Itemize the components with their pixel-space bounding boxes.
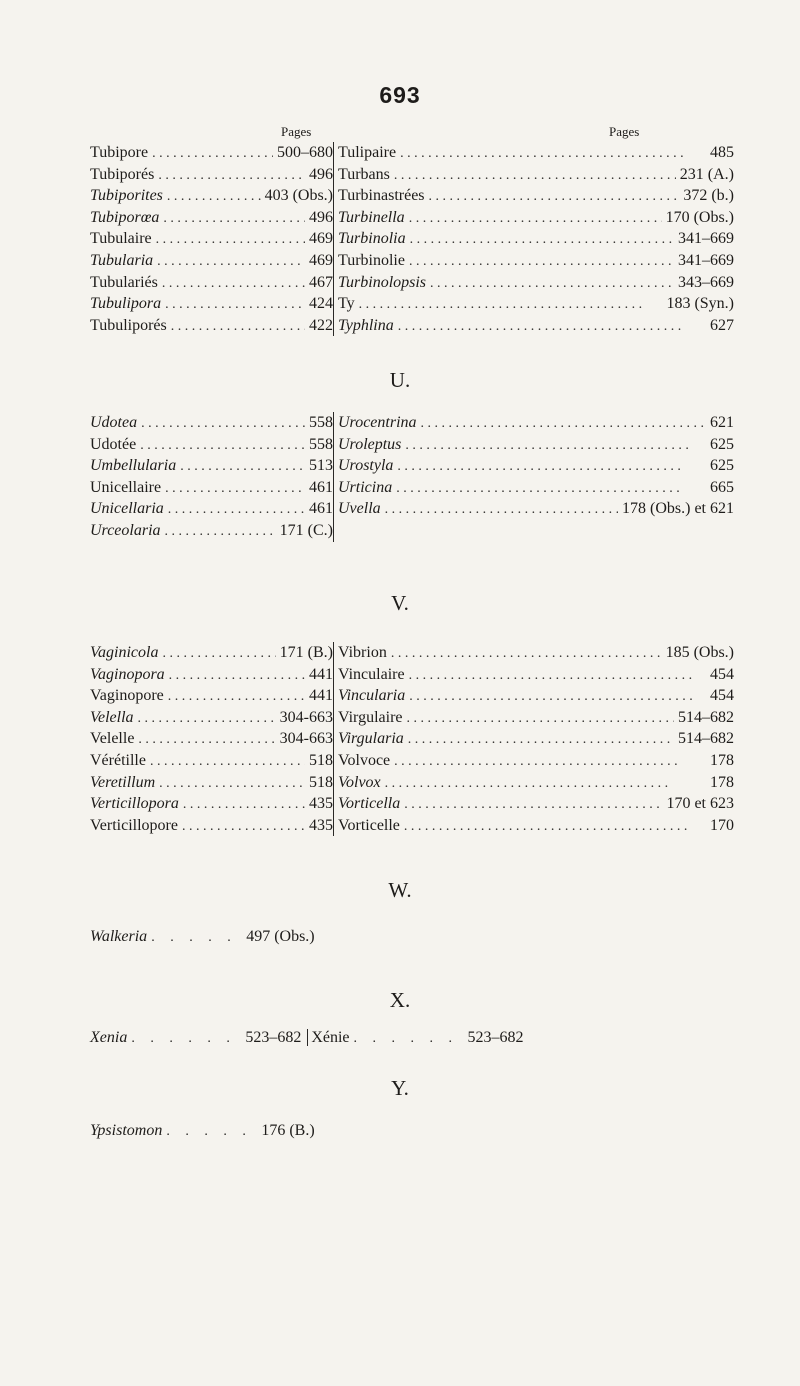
leader-dots (157, 251, 305, 272)
entry-name: Turbinolia (338, 230, 406, 248)
entry-ref: 424 (309, 295, 333, 313)
entry-ref: 171 (C.) (279, 521, 333, 539)
entry-name: Turbinastrées (338, 187, 425, 205)
section-letter-y: Y. (391, 1076, 409, 1100)
entry-name: Xenia (90, 1029, 128, 1046)
entry-ref: 304-663 (279, 730, 333, 748)
index-entry-ypsistomon: Ypsistomon . . . . . 176 (B.) (90, 1122, 315, 1139)
index-cell-right (338, 142, 734, 164)
index-row (90, 315, 734, 337)
leader-dots (140, 435, 305, 456)
entry-ref: 231 (A.) (679, 165, 734, 183)
index-entry (90, 793, 333, 815)
index-entry (338, 250, 734, 272)
index-entry (90, 750, 333, 772)
index-cell-right (338, 207, 734, 229)
index-row (90, 728, 734, 750)
entry-ref: 435 (309, 795, 333, 813)
index-cell-right (338, 815, 734, 837)
entry-ref: 514–682 (678, 708, 734, 726)
index-row (90, 477, 734, 499)
index-row (90, 412, 734, 434)
index-cell-left (90, 477, 333, 499)
entry-ref: 523–682 (245, 1029, 302, 1046)
index-row (90, 293, 734, 315)
leader-dots (138, 708, 276, 729)
index-cell-left (90, 228, 333, 250)
entry-name: Volvoce (338, 751, 391, 769)
index-entry (90, 477, 333, 499)
entry-name: Uvella (338, 500, 381, 518)
index-row (90, 707, 734, 729)
index-entry (338, 164, 734, 186)
index-entry (90, 185, 333, 207)
entry-ref: 461 (309, 478, 333, 496)
entry-ref: 441 (309, 687, 333, 705)
leader-dots (168, 686, 305, 707)
entry-name: Turbinolopsis (338, 273, 427, 291)
leader-dots (409, 208, 662, 229)
index-entry (338, 772, 734, 794)
index-entry (90, 250, 333, 272)
entry-ref-right: 523–682 (467, 1029, 524, 1046)
entry-ref: 518 (309, 751, 333, 769)
index-cell-right (338, 412, 734, 434)
entry-name: Tubularia (90, 251, 154, 269)
index-row (90, 142, 734, 164)
entry-name: Vorticelle (338, 816, 400, 834)
leader-dots (404, 816, 706, 837)
index-cell-right (338, 772, 734, 794)
column-divider (333, 412, 334, 542)
index-cell-right (338, 728, 734, 750)
leader-dots (396, 478, 706, 499)
index-row (90, 815, 734, 837)
entry-name: Urostyla (338, 457, 394, 475)
entry-ref: 170 (Obs.) (665, 208, 734, 226)
leader-dots (183, 794, 305, 815)
index-row (90, 228, 734, 250)
entry-ref: 441 (309, 665, 333, 683)
entry-name: Verticillopore (90, 816, 178, 834)
entry-ref: 485 (710, 144, 734, 161)
index-entry (338, 293, 734, 315)
index-cell-left (90, 772, 333, 794)
index-cell-right (338, 164, 734, 186)
index-entry (338, 793, 734, 815)
index-cell-right (338, 272, 734, 294)
entry-ref: 627 (710, 316, 734, 334)
index-cell-left (90, 293, 333, 315)
leader-dots (138, 729, 275, 750)
entry-ref: 621 (710, 414, 734, 431)
index-table-v (90, 642, 734, 836)
entry-ref: 178 (Obs.) et 621 (622, 500, 734, 518)
entry-ref: 341–669 (678, 251, 734, 269)
index-cell-left (90, 642, 333, 664)
index-entry (90, 412, 333, 434)
entry-ref: 170 (710, 816, 734, 834)
leader-dots (159, 773, 305, 794)
entry-ref: 185 (Obs.) (665, 644, 734, 661)
index-cell-right (338, 642, 734, 664)
section-letter-v: V. (391, 591, 409, 615)
index-cell-right (338, 250, 734, 272)
index-row (90, 793, 734, 815)
index-cell-left (90, 250, 333, 272)
index-entry-xenia: Xenia . . . . . . 523–682 Xénie . . . . . . 523–682 (90, 1029, 524, 1046)
index-entry (338, 750, 734, 772)
index-entry (338, 815, 734, 837)
leader-dots (168, 499, 305, 520)
index-table-u (90, 412, 734, 542)
index-entry (90, 434, 333, 456)
index-entry (338, 228, 734, 250)
entry-name: Tubuliporés (90, 316, 167, 334)
index-cell-left (90, 207, 333, 229)
index-entry (90, 664, 333, 686)
leader-dots (156, 229, 305, 250)
column-divider (333, 142, 334, 336)
index-cell-left (90, 728, 333, 750)
index-cell-left (90, 315, 333, 337)
index-entry (90, 315, 333, 337)
leader-dots (385, 773, 706, 794)
entry-ref: 496 (309, 165, 333, 183)
leader-dots (404, 794, 662, 815)
leader-dots (394, 751, 706, 772)
leader-dots (409, 686, 706, 707)
section-letter-w: W. (388, 878, 412, 902)
entry-name: Virgularia (338, 730, 404, 748)
index-row (90, 750, 734, 772)
entry-name: Unicellaire (90, 478, 162, 496)
section-letter-x: X. (389, 988, 411, 1012)
entry-name: Velelle (90, 730, 135, 748)
index-entry (90, 207, 333, 229)
leader-dots (165, 294, 305, 315)
index-cell-right (338, 707, 734, 729)
index-cell-left (90, 664, 333, 686)
index-cell-left (90, 142, 333, 164)
leader-dots (398, 316, 706, 337)
index-row (90, 498, 734, 520)
leader-dots (421, 413, 706, 434)
leader-dots (410, 229, 674, 250)
entry-name: Unicellaria (90, 500, 164, 518)
index-entry (90, 707, 333, 729)
index-row (90, 642, 734, 664)
index-cell-left (90, 793, 333, 815)
column-divider (333, 642, 334, 836)
leader-dots (141, 413, 305, 434)
entry-ref: 625 (710, 457, 734, 475)
index-cell-right (338, 685, 734, 707)
index-entry (338, 642, 734, 664)
entry-name: Verticillopora (90, 795, 179, 813)
entry-name: Vorticella (338, 795, 401, 813)
index-row (90, 685, 734, 707)
index-cell-right (338, 477, 734, 499)
leader-dots (165, 521, 276, 542)
index-cell-right (338, 315, 734, 337)
entry-name: Tubiporés (90, 165, 155, 183)
leader-dots (397, 456, 706, 477)
index-cell-left (90, 434, 333, 456)
index-entry (90, 228, 333, 250)
entry-ref: 183 (Syn.) (666, 295, 734, 313)
index-cell-right (338, 750, 734, 772)
index-entry (338, 685, 734, 707)
leader-dots (171, 316, 305, 337)
index-entry (90, 520, 333, 542)
index-entry (338, 315, 734, 337)
index-entry (90, 642, 333, 664)
entry-ref: 435 (309, 816, 333, 834)
index-entry (90, 772, 333, 794)
entry-name: Tulipaire (338, 144, 397, 161)
leader-dots (409, 251, 674, 272)
index-cell-left (90, 498, 333, 520)
index-entry (90, 272, 333, 294)
leader-dots (165, 478, 305, 499)
entry-name: Typhlina (338, 316, 394, 334)
index-row (90, 520, 730, 542)
index-entry (338, 185, 734, 207)
entry-ref: 514–682 (678, 730, 734, 748)
entry-name: Vaginicola (90, 644, 159, 661)
index-row (90, 772, 734, 794)
entry-name: Tubiporœa (90, 208, 160, 226)
entry-name: Umbellularia (90, 457, 177, 475)
entry-ref: 558 (309, 414, 333, 431)
entry-name: Udotée (90, 435, 137, 453)
entry-ref: 469 (309, 251, 333, 269)
entry-name: Udotea (90, 414, 138, 431)
entry-name: Vaginopore (90, 687, 164, 705)
entry-name: Urceolaria (90, 521, 161, 539)
entry-ref: 178 (710, 773, 734, 791)
leader-dots (150, 751, 305, 772)
leader-dots (158, 165, 305, 186)
entry-name-right: Xénie (307, 1029, 349, 1046)
index-cell-right (338, 664, 734, 686)
entry-name: Turbinella (338, 208, 405, 226)
entry-name: Veretillum (90, 773, 156, 791)
index-cell-left (90, 455, 333, 477)
index-entry (90, 455, 333, 477)
index-cell-left (90, 272, 333, 294)
entry-name: Walkeria (90, 928, 148, 945)
index-entry (90, 164, 333, 186)
entry-ref: 497 (Obs.) (246, 928, 315, 945)
entry-name: Turbinolie (338, 251, 405, 269)
entry-name: Vibrion (338, 644, 387, 661)
index-cell-right (338, 434, 734, 456)
leader-dots (400, 143, 706, 164)
entry-name: Virgulaire (338, 708, 403, 726)
index-cell-left (90, 185, 333, 207)
leader-dots (430, 273, 674, 294)
index-entry (338, 707, 734, 729)
leader-dots (429, 186, 680, 207)
entry-ref: 454 (710, 665, 734, 683)
entry-ref: 467 (309, 273, 333, 291)
entry-ref: 469 (309, 230, 333, 248)
index-entry (90, 498, 333, 520)
leader-dots (162, 643, 275, 664)
leader-dots (180, 456, 305, 477)
index-cell-right (338, 185, 734, 207)
index-row (90, 207, 734, 229)
entry-name: Urocentrina (338, 414, 417, 431)
index-entry (338, 207, 734, 229)
entry-ref: 178 (710, 751, 734, 769)
index-cell-right (338, 520, 734, 542)
page-number: 693 (379, 82, 421, 108)
entry-name: Tubiporites (90, 187, 163, 205)
index-entry (338, 664, 734, 686)
index-entry (338, 412, 734, 434)
entry-name: Turbans (338, 165, 390, 183)
entry-name: Volvox (338, 773, 381, 791)
entry-ref: 500–680 (277, 144, 333, 161)
index-cell-right (338, 793, 734, 815)
entry-ref: 343–669 (678, 273, 734, 291)
entry-name: Uroleptus (338, 435, 402, 453)
index-entry (338, 728, 734, 750)
leader-dots (391, 643, 662, 664)
entry-ref: 625 (710, 435, 734, 453)
index-cell-right (338, 498, 734, 520)
index-cell-left (90, 750, 333, 772)
index-row (90, 164, 734, 186)
column-head-right: Pages (609, 124, 640, 139)
leader-dots (163, 208, 305, 229)
index-entry (338, 434, 734, 456)
index-entry (338, 142, 734, 164)
entry-name: Tubulariés (90, 273, 158, 291)
entry-ref: 454 (710, 687, 734, 705)
entry-ref: 496 (309, 208, 333, 226)
entry-name: Vérétille (90, 751, 146, 769)
leader-dots (167, 186, 261, 207)
leader-dots (385, 499, 618, 520)
leader-dots (359, 294, 663, 315)
section-letter-u: U. (389, 368, 411, 392)
leader-dots (394, 165, 676, 186)
entry-ref: 422 (309, 316, 333, 334)
index-entry (90, 142, 333, 164)
entry-name: Tubulaire (90, 230, 152, 248)
index-row (90, 250, 734, 272)
entry-name: Ypsistomon (90, 1122, 163, 1139)
index-cell-right (338, 293, 734, 315)
leader-dots (169, 665, 305, 686)
index-entry-walkeria: Walkeria . . . . . 497 (Obs.) (90, 928, 315, 945)
entry-ref: 665 (710, 478, 734, 496)
index-entry (90, 293, 333, 315)
index-table-t (90, 142, 734, 336)
index-entry (338, 455, 734, 477)
index-entry (338, 477, 734, 499)
entry-ref: 403 (Obs.) (264, 187, 333, 205)
entry-ref: 513 (309, 457, 333, 475)
index-row (90, 272, 734, 294)
entry-name: Tubipore (90, 144, 149, 161)
column-head-left: Pages (281, 124, 312, 139)
index-row (90, 185, 734, 207)
leader-dots (152, 143, 273, 164)
entry-name: Urticina (338, 478, 393, 496)
index-cell-left (90, 685, 333, 707)
leader-dots (409, 665, 706, 686)
index-cell-left (90, 164, 333, 186)
index-row (90, 664, 734, 686)
entry-ref: 518 (309, 773, 333, 791)
leader-dots (408, 729, 674, 750)
entry-ref: 341–669 (678, 230, 734, 248)
entry-name: Vincularia (338, 687, 406, 705)
entry-ref: 176 (B.) (261, 1122, 315, 1139)
index-row (90, 434, 734, 456)
entry-ref: 304-663 (279, 708, 333, 726)
leader-dots (405, 435, 706, 456)
index-cell-left (90, 412, 333, 434)
index-entry (90, 728, 333, 750)
leader-dots (407, 708, 675, 729)
entry-ref: 372 (b.) (683, 187, 734, 205)
entry-ref: 170 et 623 (666, 795, 734, 813)
leader-dots (182, 816, 305, 837)
index-entry (90, 815, 333, 837)
entry-name: Ty (338, 295, 355, 313)
index-entry (90, 685, 333, 707)
entry-name: Vinculaire (338, 665, 405, 683)
entry-name: Vaginopora (90, 665, 165, 683)
index-cell-left (90, 815, 333, 837)
index-entry (338, 272, 734, 294)
index-row (90, 455, 734, 477)
index-cell-left (90, 707, 333, 729)
index-cell-right (338, 228, 734, 250)
entry-ref: 558 (309, 435, 333, 453)
entry-name: Tubulipora (90, 295, 162, 313)
entry-name: Velella (90, 708, 134, 726)
leader-dots (162, 273, 305, 294)
index-entry (338, 498, 734, 520)
entry-ref: 171 (B.) (279, 644, 333, 661)
index-cell-left (90, 520, 333, 542)
entry-ref: 461 (309, 500, 333, 518)
index-cell-right (338, 455, 734, 477)
